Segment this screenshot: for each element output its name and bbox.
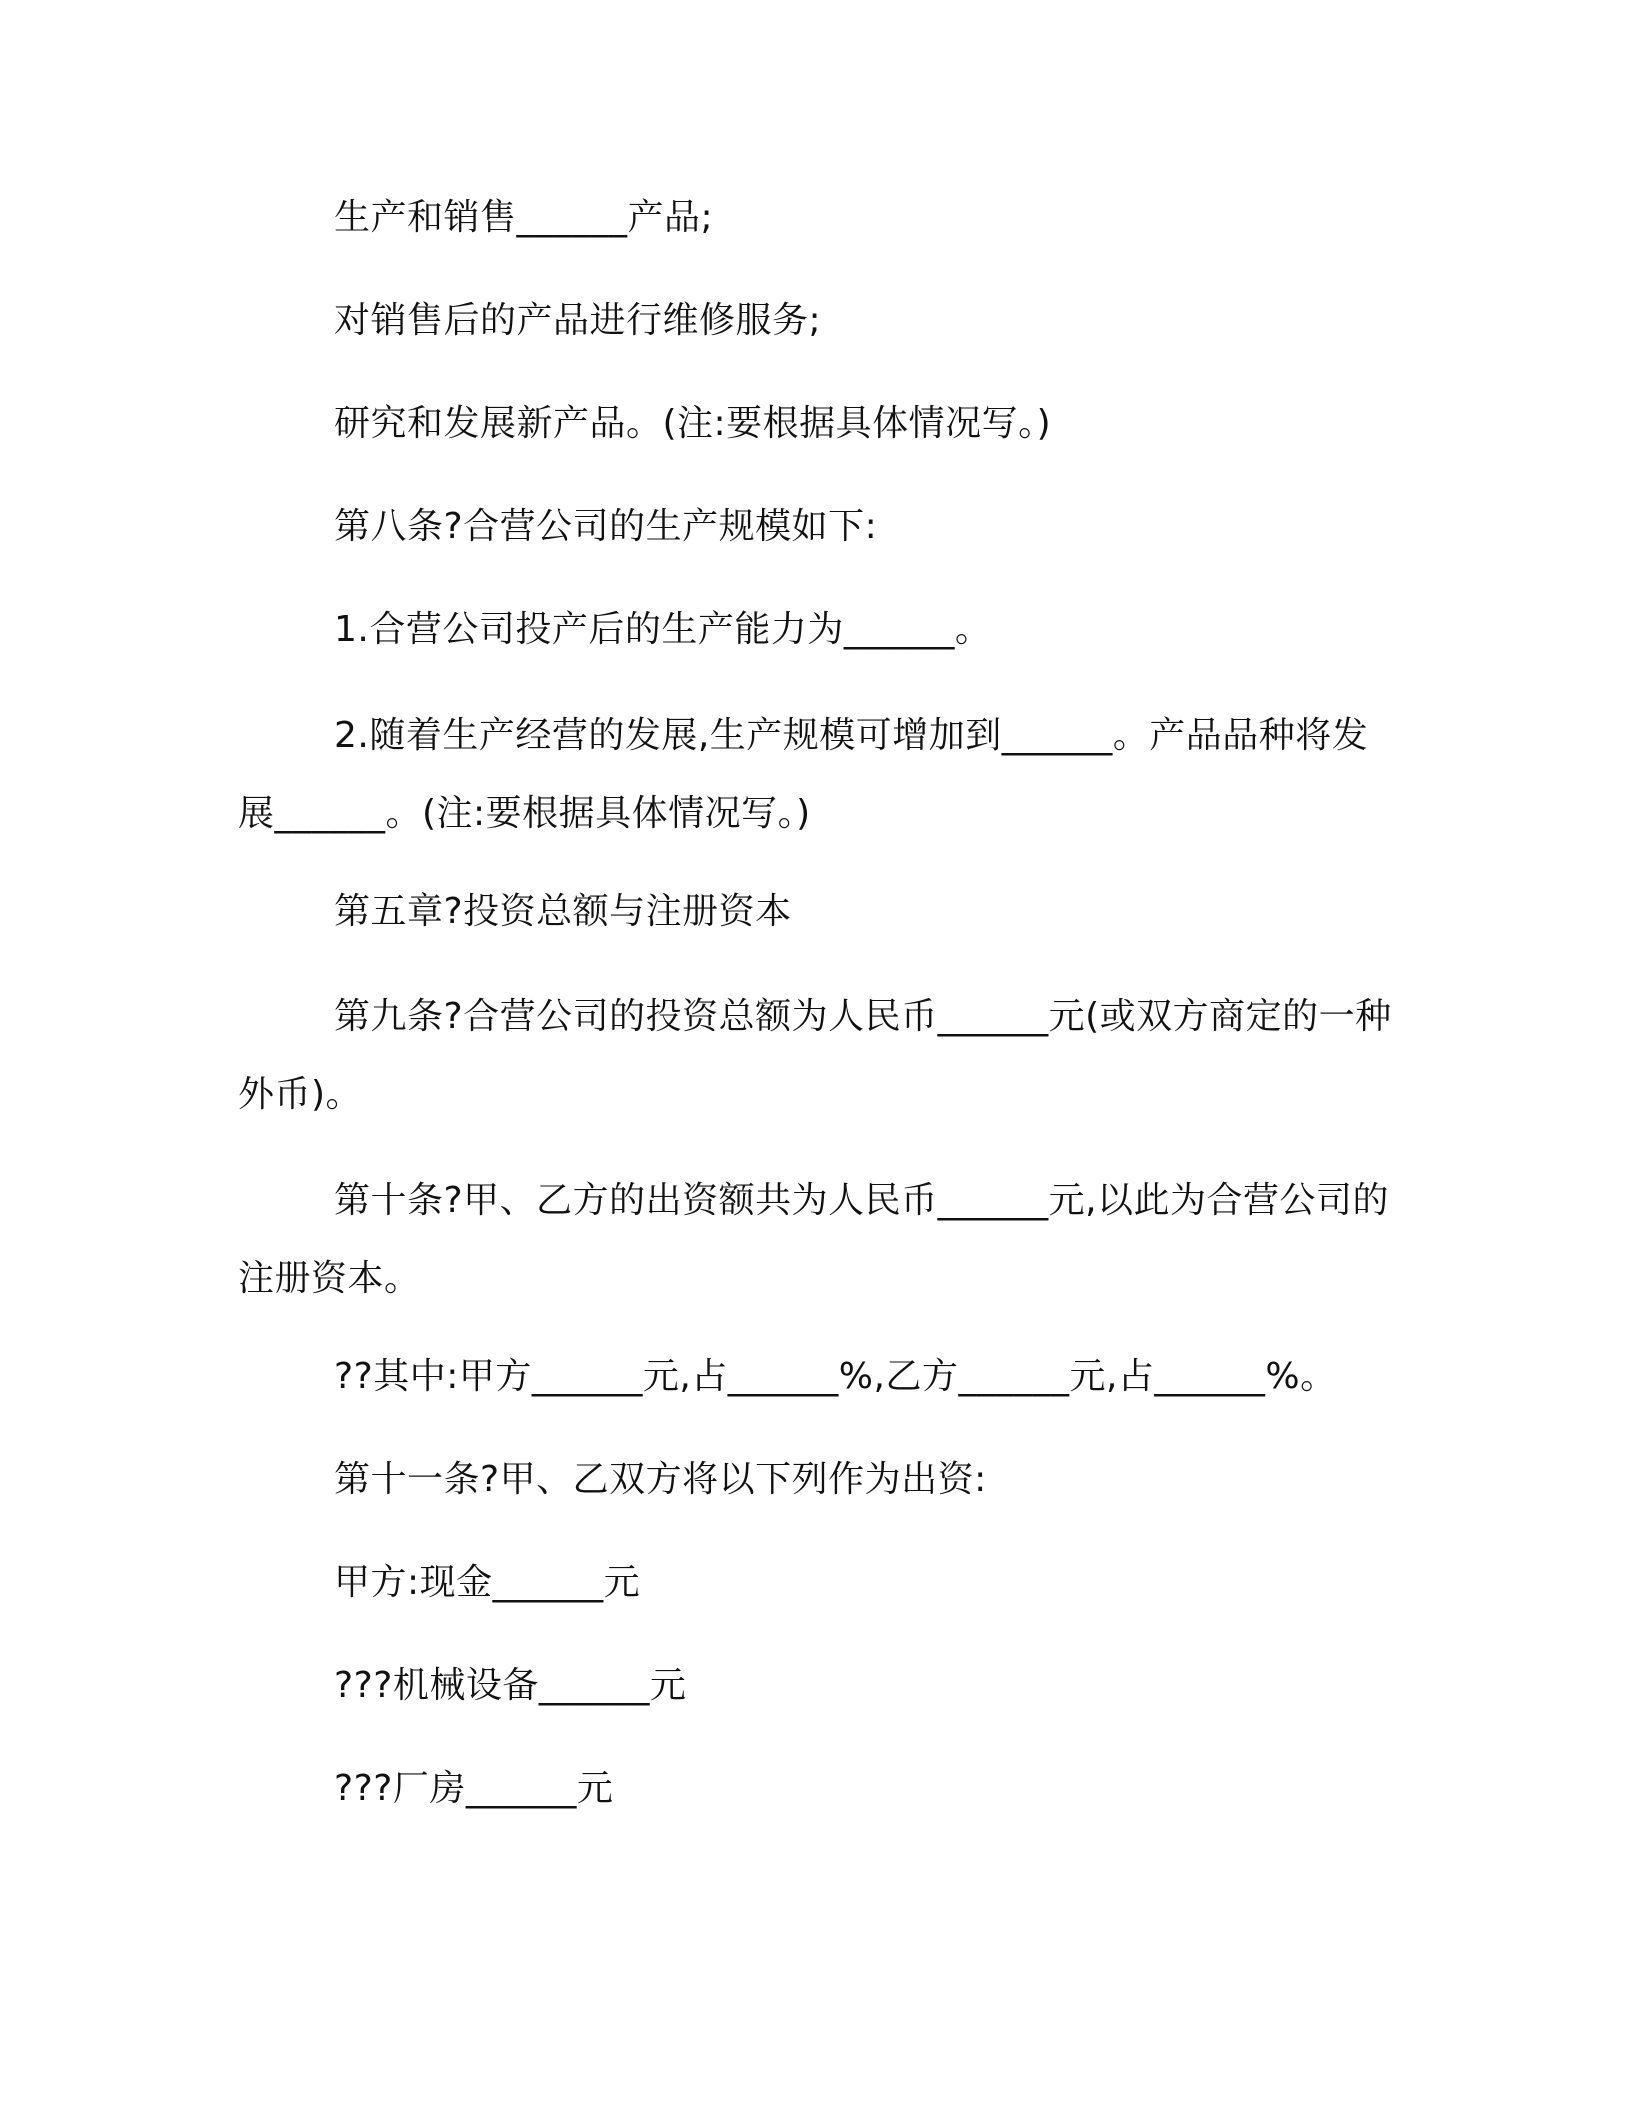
contribution-split: ??其中:甲方______元,占______%,乙方______元,占______%。 — [334, 1356, 1337, 1397]
party-a-factory: ???厂房______元 — [334, 1768, 614, 1809]
article-8-item-2: 2.随着生产经营的发展,生产规模可增加到______。产品品种将发展______。(注:要根据具体情况写。) — [238, 715, 1369, 834]
article-9: 第九条?合营公司的投资总额为人民币______元(或双方商定的一种外币)。 — [238, 996, 1392, 1115]
article-8-item-1: 1.合营公司投产后的生产能力为______。 — [334, 609, 992, 650]
paragraph-3: 研究和发展新产品。(注:要根据具体情况写。) — [334, 403, 1052, 444]
chapter-5-heading: 第五章?投资总额与注册资本 — [334, 891, 792, 932]
party-a-cash: 甲方:现金______元 — [334, 1562, 641, 1603]
paragraph-2: 对销售后的产品进行维修服务; — [334, 300, 822, 341]
paragraph-1: 生产和销售______产品; — [334, 197, 714, 238]
article-8-heading: 第八条?合营公司的生产规模如下: — [334, 506, 878, 547]
article-11-heading: 第十一条?甲、乙双方将以下列作为出资: — [334, 1459, 987, 1500]
party-a-equipment: ???机械设备______元 — [334, 1665, 687, 1706]
article-10: 第十条?甲、乙方的出资额共为人民币______元,以此为合营公司的注册资本。 — [238, 1180, 1390, 1299]
